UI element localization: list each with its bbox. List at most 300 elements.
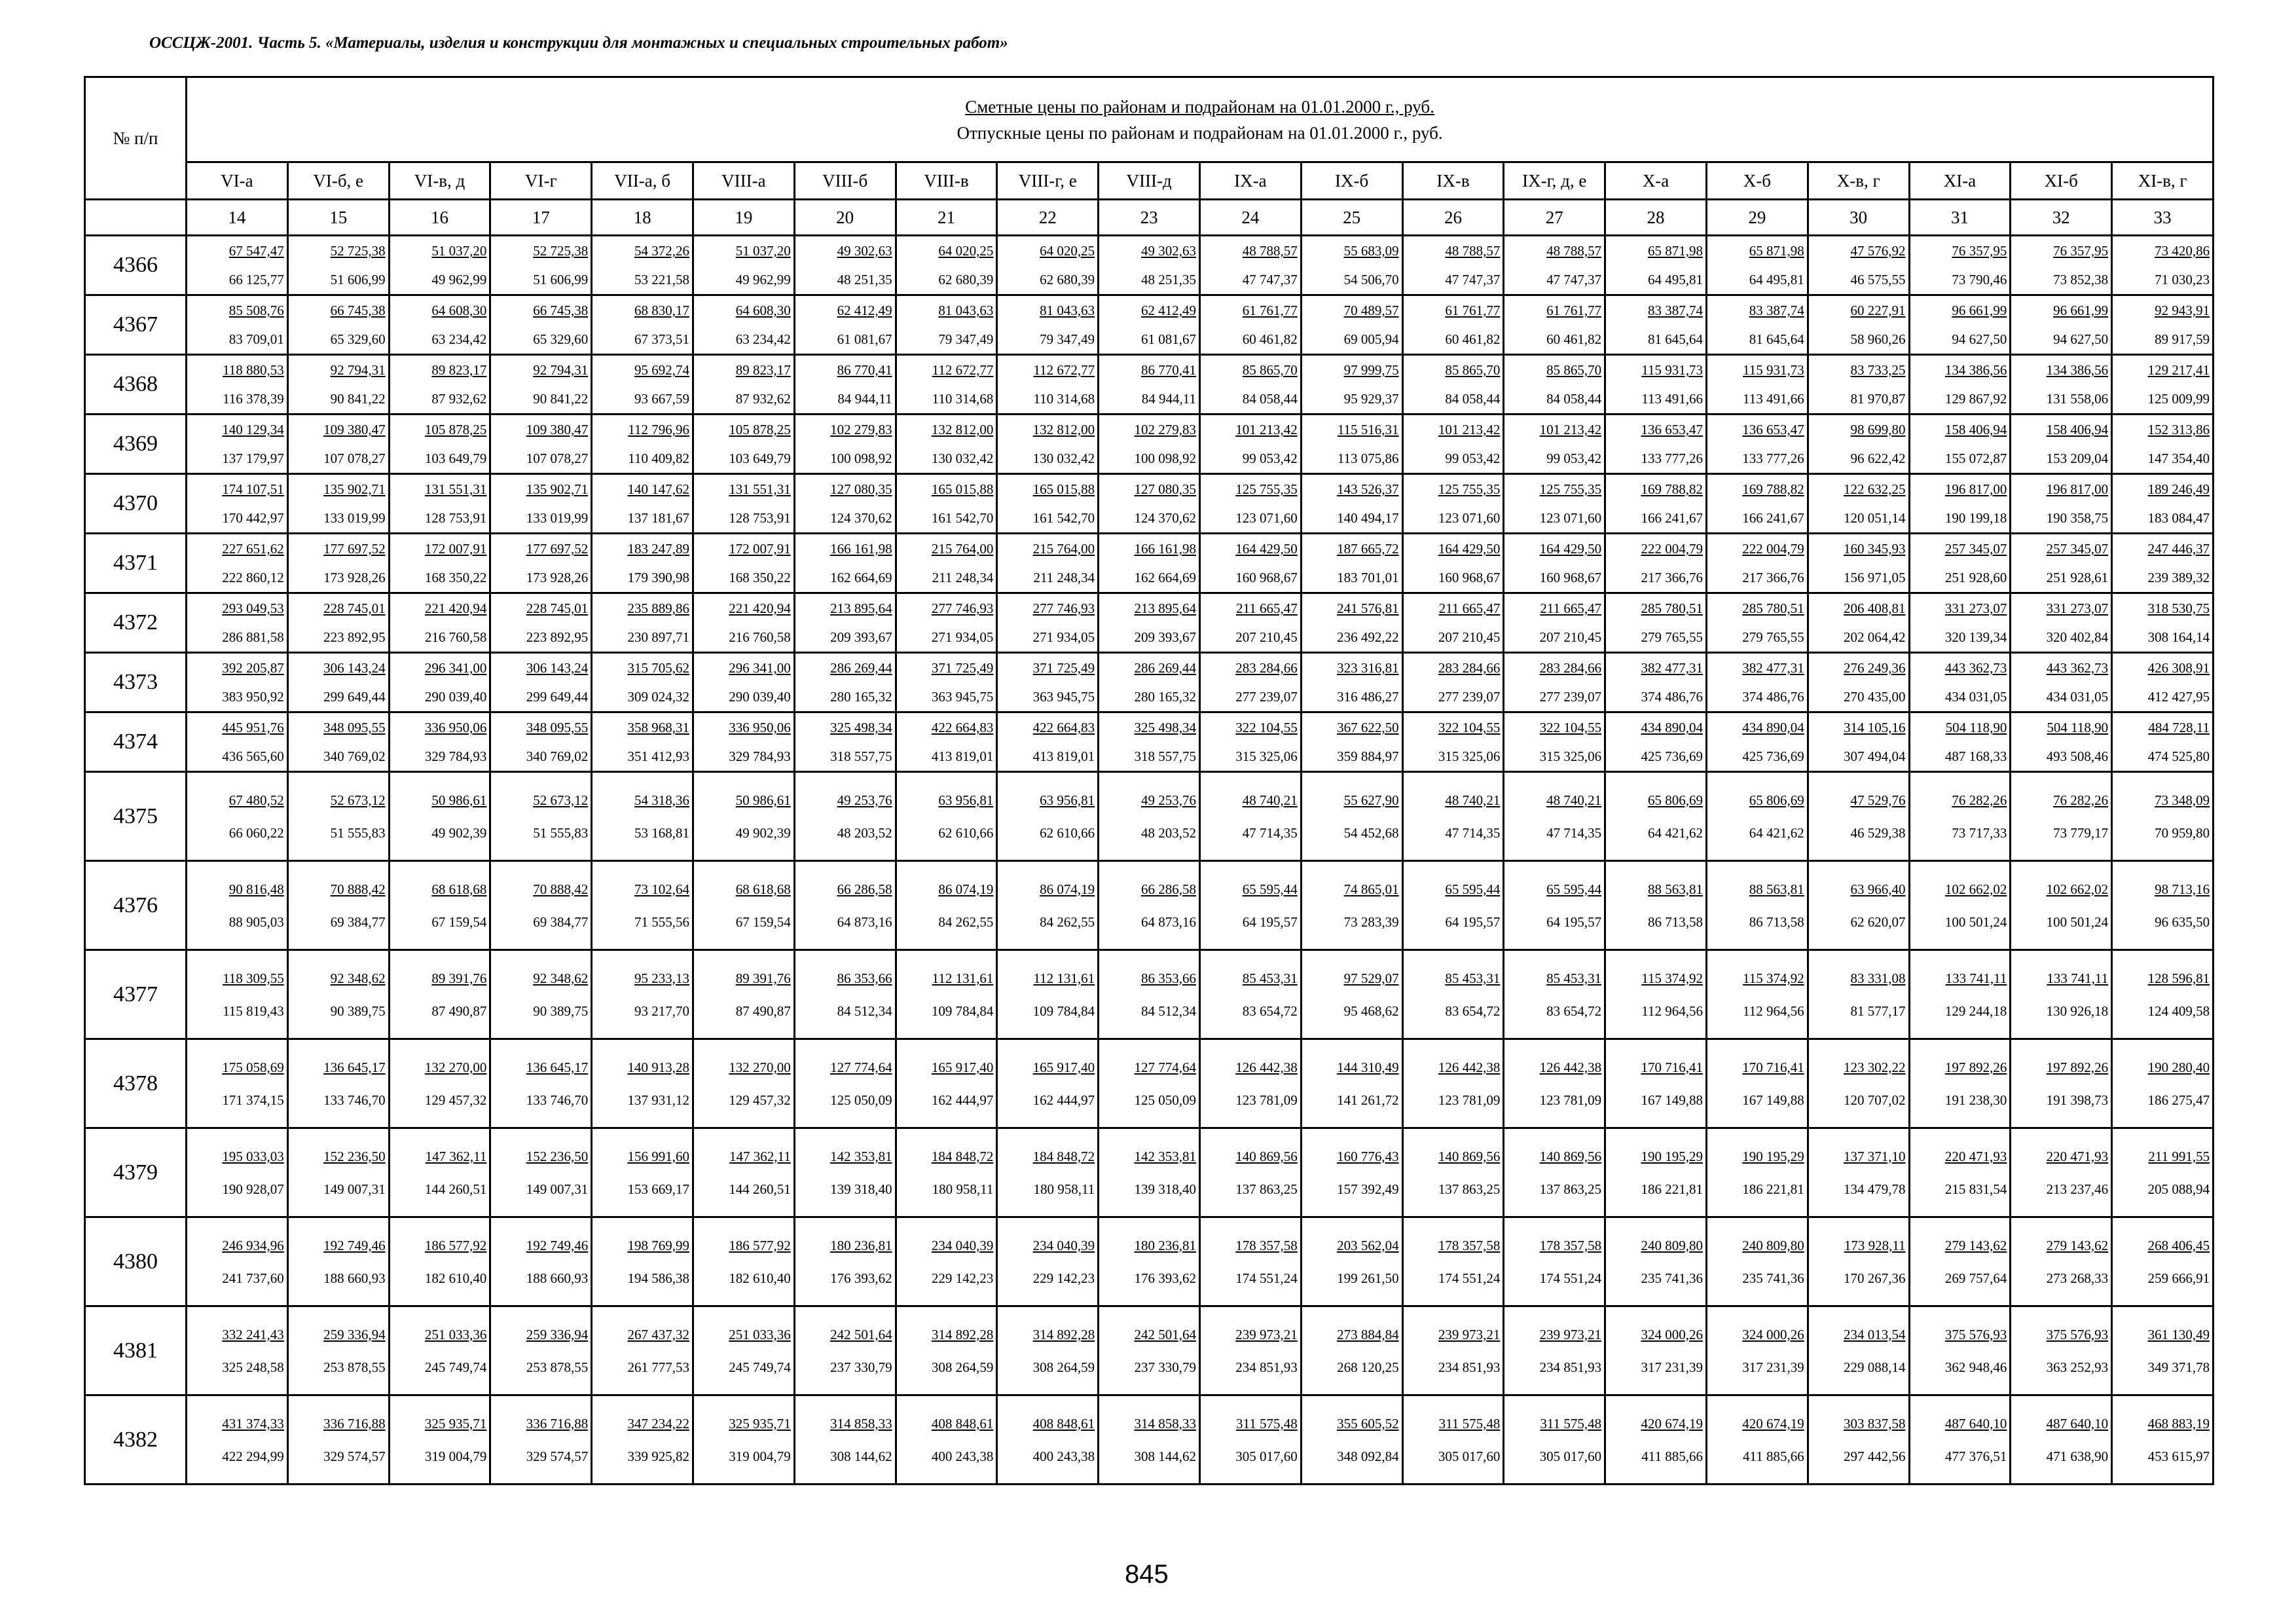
estimated-price: 65 806,69 — [1647, 792, 1703, 808]
release-price: 235 741,36 — [1742, 1270, 1804, 1286]
estimated-price: 112 672,77 — [1033, 362, 1095, 378]
estimated-price: 314 892,28 — [1032, 1326, 1095, 1342]
estimated-price: 382 477,31 — [1742, 660, 1804, 676]
price-cell — [389, 355, 490, 415]
release-price: 176 393,62 — [1134, 1270, 1196, 1286]
price-cell — [693, 653, 794, 712]
region-header: X-б — [1706, 162, 1808, 200]
estimated-price: 128 596,81 — [2147, 970, 2210, 986]
release-price: 113 491,66 — [1641, 391, 1703, 407]
estimated-price: 215 764,00 — [1032, 541, 1095, 557]
release-price: 241 737,60 — [222, 1270, 284, 1286]
estimated-price: 96 661,99 — [2053, 303, 2109, 318]
release-price: 69 005,94 — [1343, 331, 1399, 347]
release-price: 168 350,22 — [729, 570, 791, 585]
release-price: 493 508,46 — [2046, 748, 2109, 764]
estimated-price: 51 037,20 — [431, 243, 487, 259]
estimated-price: 112 131,61 — [932, 970, 994, 986]
price-cell — [1808, 772, 1909, 861]
price-cell — [1504, 1128, 1605, 1217]
price-cell — [1099, 295, 1200, 355]
estimated-price: 132 812,00 — [1032, 422, 1095, 437]
estimated-price: 88 563,81 — [1749, 881, 1804, 897]
release-price: 137 863,25 — [1539, 1181, 1602, 1197]
table-row — [85, 1217, 2214, 1306]
region-header: IX-б — [1301, 162, 1402, 200]
price-cell — [2011, 236, 2112, 295]
column-number: 23 — [1099, 200, 1200, 236]
release-price: 89 917,59 — [2155, 331, 2210, 347]
price-cell — [1301, 415, 1402, 474]
price-cell — [1099, 772, 1200, 861]
price-cell — [2011, 1217, 2112, 1306]
price-cell — [1199, 653, 1301, 712]
estimated-price: 234 040,39 — [1032, 1237, 1095, 1253]
price-cell — [287, 593, 389, 653]
estimated-price: 65 595,44 — [1242, 881, 1298, 897]
estimated-price: 484 728,11 — [2148, 720, 2210, 735]
estimated-price: 64 020,25 — [938, 243, 994, 259]
price-cell — [187, 1039, 288, 1128]
release-price: 411 885,66 — [1743, 1448, 1804, 1464]
estimated-price: 65 871,98 — [1647, 243, 1703, 259]
price-cell — [794, 415, 896, 474]
table-row — [85, 415, 2214, 474]
estimated-price: 314 892,28 — [931, 1326, 994, 1342]
region-header: VI-а — [187, 162, 288, 200]
estimated-price: 322 104,55 — [1235, 720, 1298, 735]
estimated-price: 48 788,57 — [1242, 243, 1298, 259]
release-price: 308 264,59 — [1032, 1359, 1095, 1375]
price-cell — [1808, 1128, 1909, 1217]
region-header: VI-в, д — [389, 162, 490, 200]
estimated-price: 434 890,04 — [1742, 720, 1804, 735]
column-number: 18 — [592, 200, 693, 236]
release-price: 100 098,92 — [1134, 451, 1196, 466]
price-cell — [896, 295, 997, 355]
release-price: 73 717,33 — [1952, 824, 2007, 841]
price-cell — [287, 474, 389, 534]
estimated-price: 160 776,43 — [1337, 1148, 1399, 1164]
price-cell — [896, 1395, 997, 1485]
price-cell — [389, 861, 490, 950]
release-price: 48 251,35 — [837, 272, 892, 287]
price-cell — [1199, 950, 1301, 1039]
price-cell — [1402, 861, 1504, 950]
price-cell — [794, 295, 896, 355]
estimated-price: 76 282,26 — [1952, 792, 2007, 808]
release-price: 67 159,54 — [431, 913, 487, 930]
release-price: 67 373,51 — [634, 331, 689, 347]
price-cell — [1808, 236, 1909, 295]
price-cell — [1402, 1128, 1504, 1217]
price-cell — [2011, 593, 2112, 653]
price-cell — [693, 1217, 794, 1306]
estimated-price: 48 740,21 — [1242, 792, 1298, 808]
price-cell — [794, 593, 896, 653]
release-price: 299 649,44 — [526, 689, 589, 705]
estimated-price: 52 673,12 — [533, 792, 589, 808]
estimated-price: 98 713,16 — [2155, 881, 2210, 897]
release-price: 130 926,18 — [2046, 1003, 2109, 1019]
release-price: 329 784,93 — [729, 748, 791, 764]
price-cell — [693, 355, 794, 415]
release-price: 84 512,34 — [1140, 1003, 1196, 1019]
estimated-price: 158 406,94 — [1944, 422, 2007, 437]
estimated-price: 65 595,44 — [1546, 881, 1602, 897]
release-price: 123 071,60 — [1235, 510, 1298, 526]
table-title — [187, 77, 2214, 162]
release-price: 137 179,97 — [222, 451, 284, 466]
estimated-price: 92 794,31 — [533, 362, 589, 378]
release-price: 166 241,67 — [1742, 510, 1804, 526]
estimated-price: 336 950,06 — [424, 720, 487, 735]
estimated-price: 247 446,37 — [2147, 541, 2210, 557]
price-cell — [592, 1395, 693, 1485]
price-cell — [2112, 1395, 2214, 1485]
price-cell — [1301, 1395, 1402, 1485]
estimated-price: 135 902,71 — [323, 481, 386, 497]
release-price: 64 495,81 — [1749, 272, 1804, 287]
region-header: XI-б — [2011, 162, 2112, 200]
price-cell — [1808, 861, 1909, 950]
release-price: 237 330,79 — [830, 1359, 892, 1375]
price-cell — [389, 1395, 490, 1485]
release-price: 137 181,67 — [627, 510, 689, 526]
estimated-price: 92 943,91 — [2155, 303, 2210, 318]
release-price: 94 627,50 — [2053, 331, 2109, 347]
price-cell — [1808, 593, 1909, 653]
row-number: 4369 — [85, 415, 187, 474]
estimated-price: 318 530,75 — [2147, 600, 2210, 616]
price-cell — [2011, 772, 2112, 861]
price-cell — [1099, 355, 1200, 415]
estimated-price: 132 270,00 — [729, 1059, 791, 1075]
price-cell — [1605, 861, 1707, 950]
release-price: 362 948,46 — [1944, 1359, 2007, 1375]
price-cell — [1402, 534, 1504, 593]
price-cell — [997, 295, 1099, 355]
price-cell — [287, 950, 389, 1039]
estimated-price: 324 000,26 — [1641, 1326, 1703, 1342]
estimated-price: 408 848,61 — [1032, 1415, 1095, 1431]
price-cell — [997, 593, 1099, 653]
price-cell — [1706, 772, 1808, 861]
table-row — [85, 861, 2214, 950]
estimated-price: 504 118,90 — [1945, 720, 2007, 735]
estimated-price: 246 934,96 — [222, 1237, 284, 1253]
price-cell — [2011, 415, 2112, 474]
release-price: 162 444,97 — [1032, 1092, 1095, 1108]
release-price: 125 050,09 — [1134, 1092, 1196, 1108]
release-price: 48 203,52 — [1140, 824, 1196, 841]
release-price: 87 490,87 — [431, 1003, 487, 1019]
estimated-price: 177 697,52 — [526, 541, 589, 557]
release-price: 474 525,80 — [2147, 748, 2210, 764]
release-price: 320 402,84 — [2046, 629, 2109, 645]
estimated-price: 67 547,47 — [228, 243, 284, 259]
price-cell — [997, 534, 1099, 593]
price-cell — [490, 1217, 592, 1306]
price-cell — [592, 1128, 693, 1217]
price-cell — [592, 415, 693, 474]
estimated-price: 220 471,93 — [2046, 1148, 2109, 1164]
price-cell — [2112, 295, 2214, 355]
price-cell — [1504, 772, 1605, 861]
estimated-price: 371 725,49 — [931, 660, 994, 676]
price-cell — [693, 593, 794, 653]
price-cell — [187, 474, 288, 534]
estimated-price: 375 576,93 — [2046, 1326, 2109, 1342]
release-price: 86 713,58 — [1749, 913, 1804, 930]
estimated-price: 85 508,76 — [228, 303, 284, 318]
estimated-price: 336 950,06 — [729, 720, 791, 735]
release-price: 236 492,22 — [1337, 629, 1399, 645]
estimated-price: 129 217,41 — [2147, 362, 2210, 378]
price-cell — [2011, 950, 2112, 1039]
release-price: 340 769,02 — [526, 748, 589, 764]
release-price: 297 442,56 — [1844, 1448, 1906, 1464]
estimated-price: 85 453,31 — [1546, 970, 1602, 986]
release-price: 49 962,99 — [735, 272, 791, 287]
release-price: 147 354,40 — [2147, 451, 2210, 466]
price-cell — [2011, 1306, 2112, 1395]
estimated-price: 127 774,64 — [1134, 1059, 1196, 1075]
price-cell — [794, 534, 896, 593]
release-price: 107 078,27 — [526, 451, 589, 466]
estimated-price: 198 769,99 — [627, 1237, 689, 1253]
price-cell — [794, 772, 896, 861]
price-cell — [1605, 236, 1707, 295]
price-cell — [1808, 295, 1909, 355]
estimated-price: 234 040,39 — [931, 1237, 994, 1253]
estimated-price: 152 236,50 — [323, 1148, 386, 1164]
estimated-price: 47 576,92 — [1850, 243, 1906, 259]
estimated-price: 443 362,73 — [1944, 660, 2007, 676]
price-cell — [287, 1395, 389, 1485]
estimated-price: 170 716,41 — [1742, 1059, 1804, 1075]
estimated-price: 92 794,31 — [330, 362, 386, 378]
price-cell — [896, 1306, 997, 1395]
release-price: 217 366,76 — [1641, 570, 1703, 585]
estimated-price: 203 562,04 — [1337, 1237, 1399, 1253]
release-price: 318 557,75 — [830, 748, 892, 764]
release-price: 84 944,11 — [837, 391, 892, 407]
estimated-price: 311 575,48 — [1438, 1415, 1501, 1431]
estimated-price: 55 627,90 — [1343, 792, 1399, 808]
release-price: 83 654,72 — [1242, 1003, 1298, 1019]
release-price: 271 934,05 — [1032, 629, 1095, 645]
page-number: 845 — [1125, 1560, 1169, 1589]
price-cell — [1504, 861, 1605, 950]
estimated-price: 86 770,41 — [837, 362, 892, 378]
estimated-price: 147 362,11 — [425, 1148, 487, 1164]
estimated-price: 164 429,50 — [1235, 541, 1298, 557]
running-head: ОССЦЖ-2001. Часть 5. «Материалы, изделия и конструкции для монтажных и специальных строительных работ» — [149, 34, 1008, 52]
price-cell — [2011, 295, 2112, 355]
price-cell — [1199, 1217, 1301, 1306]
estimated-price: 83 331,08 — [1850, 970, 1906, 986]
release-price: 213 237,46 — [2046, 1181, 2109, 1197]
price-cell — [187, 950, 288, 1039]
release-price: 49 902,39 — [735, 824, 791, 841]
price-cell — [1099, 653, 1200, 712]
release-price: 128 753,91 — [424, 510, 487, 526]
price-cell — [997, 950, 1099, 1039]
release-price: 290 039,40 — [424, 689, 487, 705]
estimated-price: 98 699,80 — [1850, 422, 1906, 437]
release-price: 133 746,70 — [526, 1092, 589, 1108]
estimated-price: 177 697,52 — [323, 541, 386, 557]
column-number: 14 — [187, 200, 288, 236]
estimated-price: 239 973,21 — [1539, 1326, 1602, 1342]
release-price: 95 468,62 — [1343, 1003, 1399, 1019]
price-cell — [1706, 236, 1808, 295]
price-cell — [1199, 1128, 1301, 1217]
price-cell — [592, 593, 693, 653]
estimated-price: 125 755,35 — [1539, 481, 1602, 497]
release-price: 453 615,97 — [2147, 1448, 2210, 1464]
estimated-price: 277 746,93 — [1032, 600, 1095, 616]
release-price: 131 558,06 — [2046, 391, 2109, 407]
price-cell — [1909, 1128, 2011, 1217]
release-price: 140 494,17 — [1337, 510, 1399, 526]
price-cell — [187, 861, 288, 950]
price-cell — [389, 534, 490, 593]
region-header: X-а — [1605, 162, 1707, 200]
release-prices-title: Отпускные цены по районам и подрайонам на 01.01.2000 г., руб. — [957, 122, 1443, 143]
release-price: 53 168,81 — [634, 824, 689, 841]
price-cell — [187, 534, 288, 593]
release-price: 359 884,97 — [1337, 748, 1399, 764]
release-price: 81 577,17 — [1850, 1003, 1906, 1019]
release-price: 84 512,34 — [837, 1003, 892, 1019]
price-cell — [997, 1395, 1099, 1485]
estimated-price: 83 733,25 — [1850, 362, 1906, 378]
estimated-price: 172 007,91 — [729, 541, 791, 557]
price-cell — [389, 1128, 490, 1217]
price-cell — [2011, 534, 2112, 593]
release-price: 62 620,07 — [1850, 913, 1906, 930]
estimated-price: 211 991,55 — [2148, 1148, 2210, 1164]
release-price: 134 479,78 — [1844, 1181, 1906, 1197]
price-cell — [187, 236, 288, 295]
release-price: 123 071,60 — [1539, 510, 1602, 526]
release-price: 299 649,44 — [323, 689, 386, 705]
price-cell — [1706, 1306, 1808, 1395]
release-price: 86 713,58 — [1647, 913, 1703, 930]
price-cell — [1706, 534, 1808, 593]
price-cell — [1706, 474, 1808, 534]
price-cell — [1199, 355, 1301, 415]
price-cell — [1402, 1395, 1504, 1485]
release-price: 383 950,92 — [222, 689, 284, 705]
release-price: 305 017,60 — [1438, 1448, 1501, 1464]
release-price: 60 461,82 — [1445, 331, 1501, 347]
estimated-price: 443 362,73 — [2046, 660, 2109, 676]
price-cell — [389, 236, 490, 295]
region-header: VIII-б — [794, 162, 896, 200]
estimated-price: 127 080,35 — [1134, 481, 1196, 497]
release-price: 66 060,22 — [228, 824, 284, 841]
estimated-price: 105 878,25 — [424, 422, 487, 437]
release-price: 425 736,69 — [1742, 748, 1804, 764]
estimated-price: 140 913,28 — [627, 1059, 689, 1075]
price-cell — [2011, 1039, 2112, 1128]
region-header: X-в, г — [1808, 162, 1909, 200]
row-number: 4374 — [85, 712, 187, 772]
release-price: 155 072,87 — [1944, 451, 2007, 466]
estimated-price: 112 131,61 — [1033, 970, 1095, 986]
price-cell — [2112, 712, 2214, 772]
release-price: 320 139,34 — [1944, 629, 2007, 645]
release-price: 316 486,27 — [1337, 689, 1399, 705]
price-cell — [1808, 712, 1909, 772]
estimated-price: 164 429,50 — [1438, 541, 1501, 557]
price-cell — [490, 712, 592, 772]
price-cell — [1301, 1306, 1402, 1395]
price-cell — [1808, 474, 1909, 534]
estimated-price: 322 104,55 — [1438, 720, 1501, 735]
release-price: 129 867,92 — [1944, 391, 2007, 407]
price-cell — [1301, 1128, 1402, 1217]
release-price: 49 962,99 — [431, 272, 487, 287]
estimated-price: 81 043,63 — [938, 303, 994, 318]
table-row — [85, 653, 2214, 712]
estimated-price: 184 848,72 — [931, 1148, 994, 1164]
release-price: 133 019,99 — [526, 510, 589, 526]
release-price: 329 574,57 — [323, 1448, 386, 1464]
price-cell — [1099, 1128, 1200, 1217]
release-price: 47 747,37 — [1242, 272, 1298, 287]
release-price: 83 654,72 — [1546, 1003, 1602, 1019]
estimated-price: 331 273,07 — [2046, 600, 2109, 616]
release-price: 120 707,02 — [1844, 1092, 1906, 1108]
release-price: 46 575,55 — [1850, 272, 1906, 287]
price-cell — [1199, 712, 1301, 772]
row-number: 4378 — [85, 1039, 187, 1128]
release-price: 305 017,60 — [1235, 1448, 1298, 1464]
estimated-price: 293 049,53 — [222, 600, 284, 616]
release-price: 130 032,42 — [931, 451, 994, 466]
column-number: 29 — [1706, 200, 1808, 236]
table-row — [85, 1128, 2214, 1217]
price-cell — [1808, 534, 1909, 593]
release-price: 84 058,44 — [1445, 391, 1501, 407]
price-cell — [1504, 1039, 1605, 1128]
price-cell — [794, 355, 896, 415]
estimated-price: 144 310,49 — [1337, 1059, 1399, 1075]
estimated-price: 60 227,91 — [1850, 303, 1906, 318]
price-cell — [2112, 772, 2214, 861]
release-price: 129 457,32 — [424, 1092, 487, 1108]
release-price: 413 819,01 — [1032, 748, 1095, 764]
price-cell — [490, 950, 592, 1039]
estimated-price: 140 147,62 — [627, 481, 689, 497]
price-cell — [997, 236, 1099, 295]
estimated-price: 102 279,83 — [830, 422, 892, 437]
estimated-price: 55 683,09 — [1343, 243, 1399, 259]
estimated-price: 211 665,47 — [1438, 600, 1501, 616]
estimated-price: 375 576,93 — [1944, 1326, 2007, 1342]
price-cell — [896, 712, 997, 772]
estimated-price: 73 348,09 — [2155, 792, 2210, 808]
estimated-price: 63 966,40 — [1850, 881, 1906, 897]
price-cell — [1301, 950, 1402, 1039]
estimated-price: 147 362,11 — [729, 1148, 791, 1164]
estimated-price: 285 780,51 — [1742, 600, 1804, 616]
estimated-price: 221 420,94 — [424, 600, 487, 616]
